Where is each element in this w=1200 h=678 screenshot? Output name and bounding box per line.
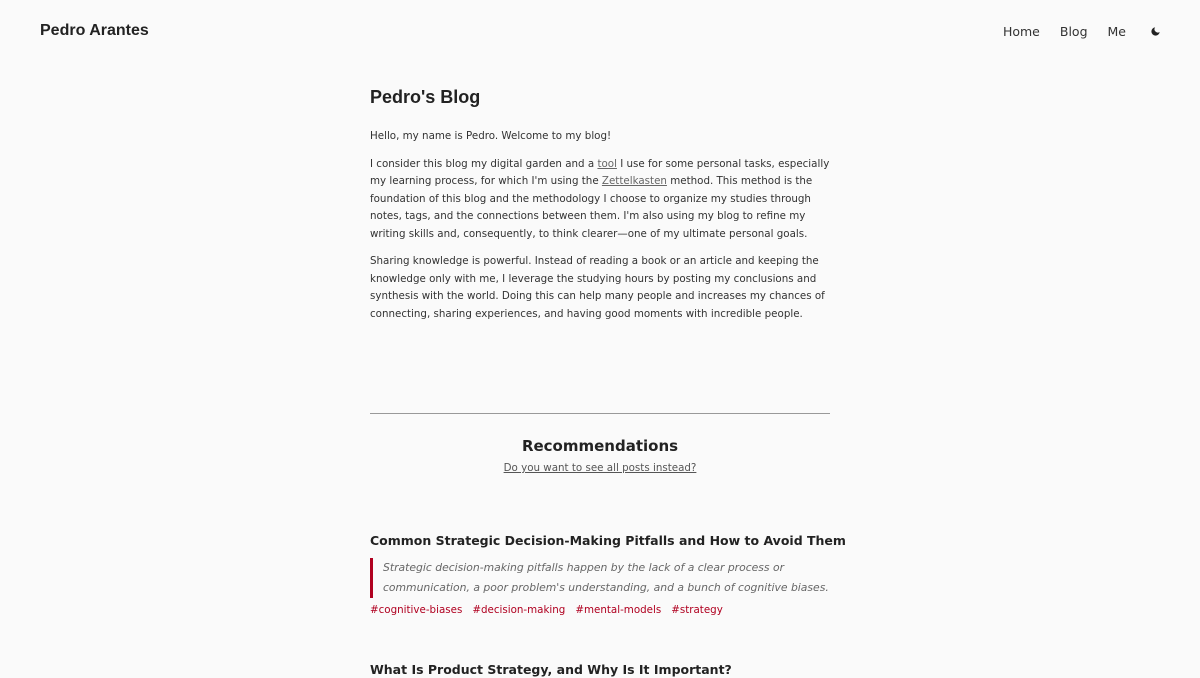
tag-link-decision-making[interactable]: #decision-making — [472, 604, 566, 616]
intro-text: I use for some personal tasks, especially my learning process, for which I'm using the — [370, 157, 830, 187]
zettelkasten-link[interactable]: Zettelkasten — [601, 175, 667, 187]
intro-section — [370, 128, 830, 333]
section-divider — [370, 413, 830, 414]
tag-link-mental-models[interactable]: #mental-models — [575, 604, 662, 616]
post-summary: Strategic decision-making pitfalls happen by the lack of a clear process or communication, a poor problem's understanding, and a bunch of cognitive biases. — [370, 558, 830, 598]
post-title-link[interactable]: Common Strategic Decision-Making Pitfalls and How to Avoid Them — [370, 533, 846, 548]
page-title: Pedro's Blog — [370, 87, 481, 107]
intro-paragraph-3: Sharing knowledge is powerful. Instead of reading a book or an article and keeping the knowledge only with me, I leverage the studying hours by posting my conclusions and synthesis with the world. Doing this can help many people and increases my chances of connecting, sharing experiences, and having good moments with incredible people. — [370, 255, 825, 320]
intro-paragraph-2 — [370, 156, 830, 244]
tool-link[interactable]: tool — [597, 157, 617, 170]
nav-home-link[interactable]: Home — [1002, 24, 1040, 39]
recommendations-title: Recommendations — [521, 437, 679, 455]
tag-link-cognitive-biases[interactable]: #cognitive-biases — [370, 604, 463, 616]
main-nav — [983, 24, 1162, 39]
tag-link-strategy[interactable]: #strategy — [671, 604, 723, 616]
post-card — [370, 659, 830, 678]
nav-blog-link[interactable]: Blog — [1059, 24, 1088, 39]
theme-toggle-button[interactable] — [1148, 25, 1162, 39]
post-title-link[interactable]: What Is Product Strategy, and Why Is It Important? — [370, 662, 732, 677]
all-posts-link[interactable]: Do you want to see all posts instead? — [503, 462, 697, 474]
site-title-link[interactable]: Pedro Arantes — [40, 22, 149, 39]
post-card — [370, 530, 846, 616]
intro-text: I consider this blog my digital garden and a — [370, 157, 598, 170]
post-tags — [370, 604, 830, 616]
intro-paragraph-1: Hello, my name is Pedro. Welcome to my blog! — [370, 130, 612, 142]
site-header — [0, 0, 1200, 66]
nav-me-link[interactable]: Me — [1107, 24, 1126, 39]
intro-text: method. This method is the foundation of this blog and the methodology I choose to organize my studies through notes, tags, and the connections between them. I'm also using my blog to refine my writing skills and, consequently, to think clearer—one of my ultimate personal goals. — [370, 175, 813, 240]
moon-icon — [1150, 26, 1161, 37]
all-posts-container — [370, 462, 830, 474]
